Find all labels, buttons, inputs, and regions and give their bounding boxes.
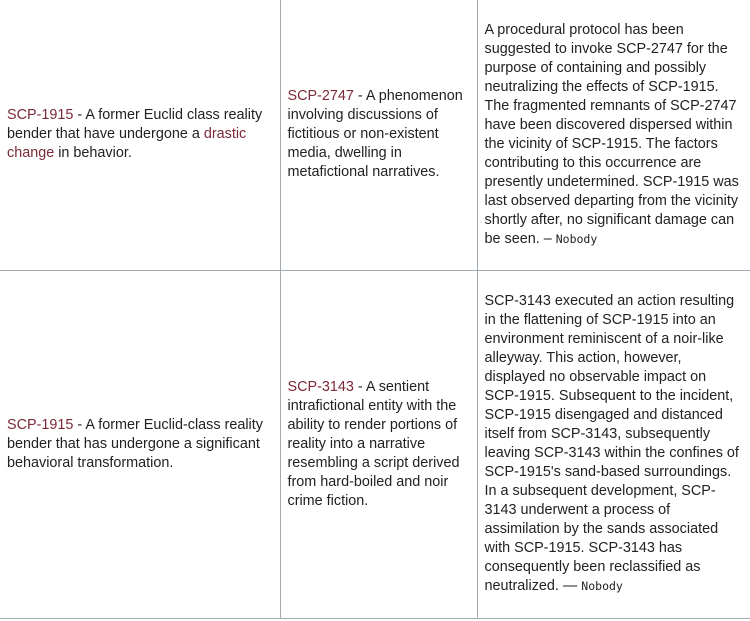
scp-3143-link[interactable]: SCP-3143	[287, 378, 354, 395]
table-row	[0, 0, 750, 271]
object-description: - A sentient intrafictional entity with the ability to render portions of reality into a narrative resembling a script derived from hard-boiled and noir crime fiction.	[287, 378, 460, 509]
object-cell	[280, 271, 477, 619]
scp-1915-link[interactable]: SCP-1915	[7, 416, 74, 433]
result-cell	[477, 271, 750, 619]
subject-cell	[0, 271, 280, 619]
scp-1915-link[interactable]: SCP-1915	[7, 107, 74, 123]
scp-2747-link[interactable]: SCP-2747	[287, 88, 354, 104]
result-text: SCP-3143 executed an action resulting in the flattening of SCP-1915 into an environment reminiscent of a noir-like alleyway. This action, however, displayed no observable impact on SCP-1915. Subsequent to the incident, SCP-1915 disengaged and distanced itself from SCP-3143, subsequently leaving SCP-3143 within the confines of SCP-1915's sand-based surroundings. In a subsequent development, SCP-3143 underwent a process of assimilation by the sands associated with SCP-1915. SCP-3143 has consequently been reclassified as neutralized. —	[484, 293, 739, 594]
subject-description-end: in behavior.	[54, 145, 132, 161]
result-signature: Nobody	[581, 579, 623, 593]
result-signature: Nobody	[555, 231, 598, 246]
object-cell	[280, 0, 477, 271]
table-row	[0, 271, 750, 619]
subject-description: - A former Euclid-class reality bender that has undergone a significant behavioral transformation.	[7, 416, 263, 471]
subject-description: - A former Euclid class reality bender that have undergone a	[7, 107, 263, 142]
subject-cell	[0, 0, 280, 271]
result-cell	[477, 0, 750, 271]
result-text: A procedural protocol has been suggested to invoke SCP-2747 for the purpose of containing and possibly neutralizing the effects of SCP-1915. The fragmented remnants of SCP-2747 have been discovered dispersed within the vicinity of SCP-1915. The factors contributing to this occurrence are presently undetermined. SCP-1915 was last observed departing from the vicinity shortly after, no significant damage can be seen. –	[484, 21, 739, 247]
drastic-change-link[interactable]: drastic change	[7, 126, 247, 161]
object-description: - A phenomenon involving discussions of fictitious or non-existent media, dwelling in metafictional narratives.	[287, 88, 463, 180]
